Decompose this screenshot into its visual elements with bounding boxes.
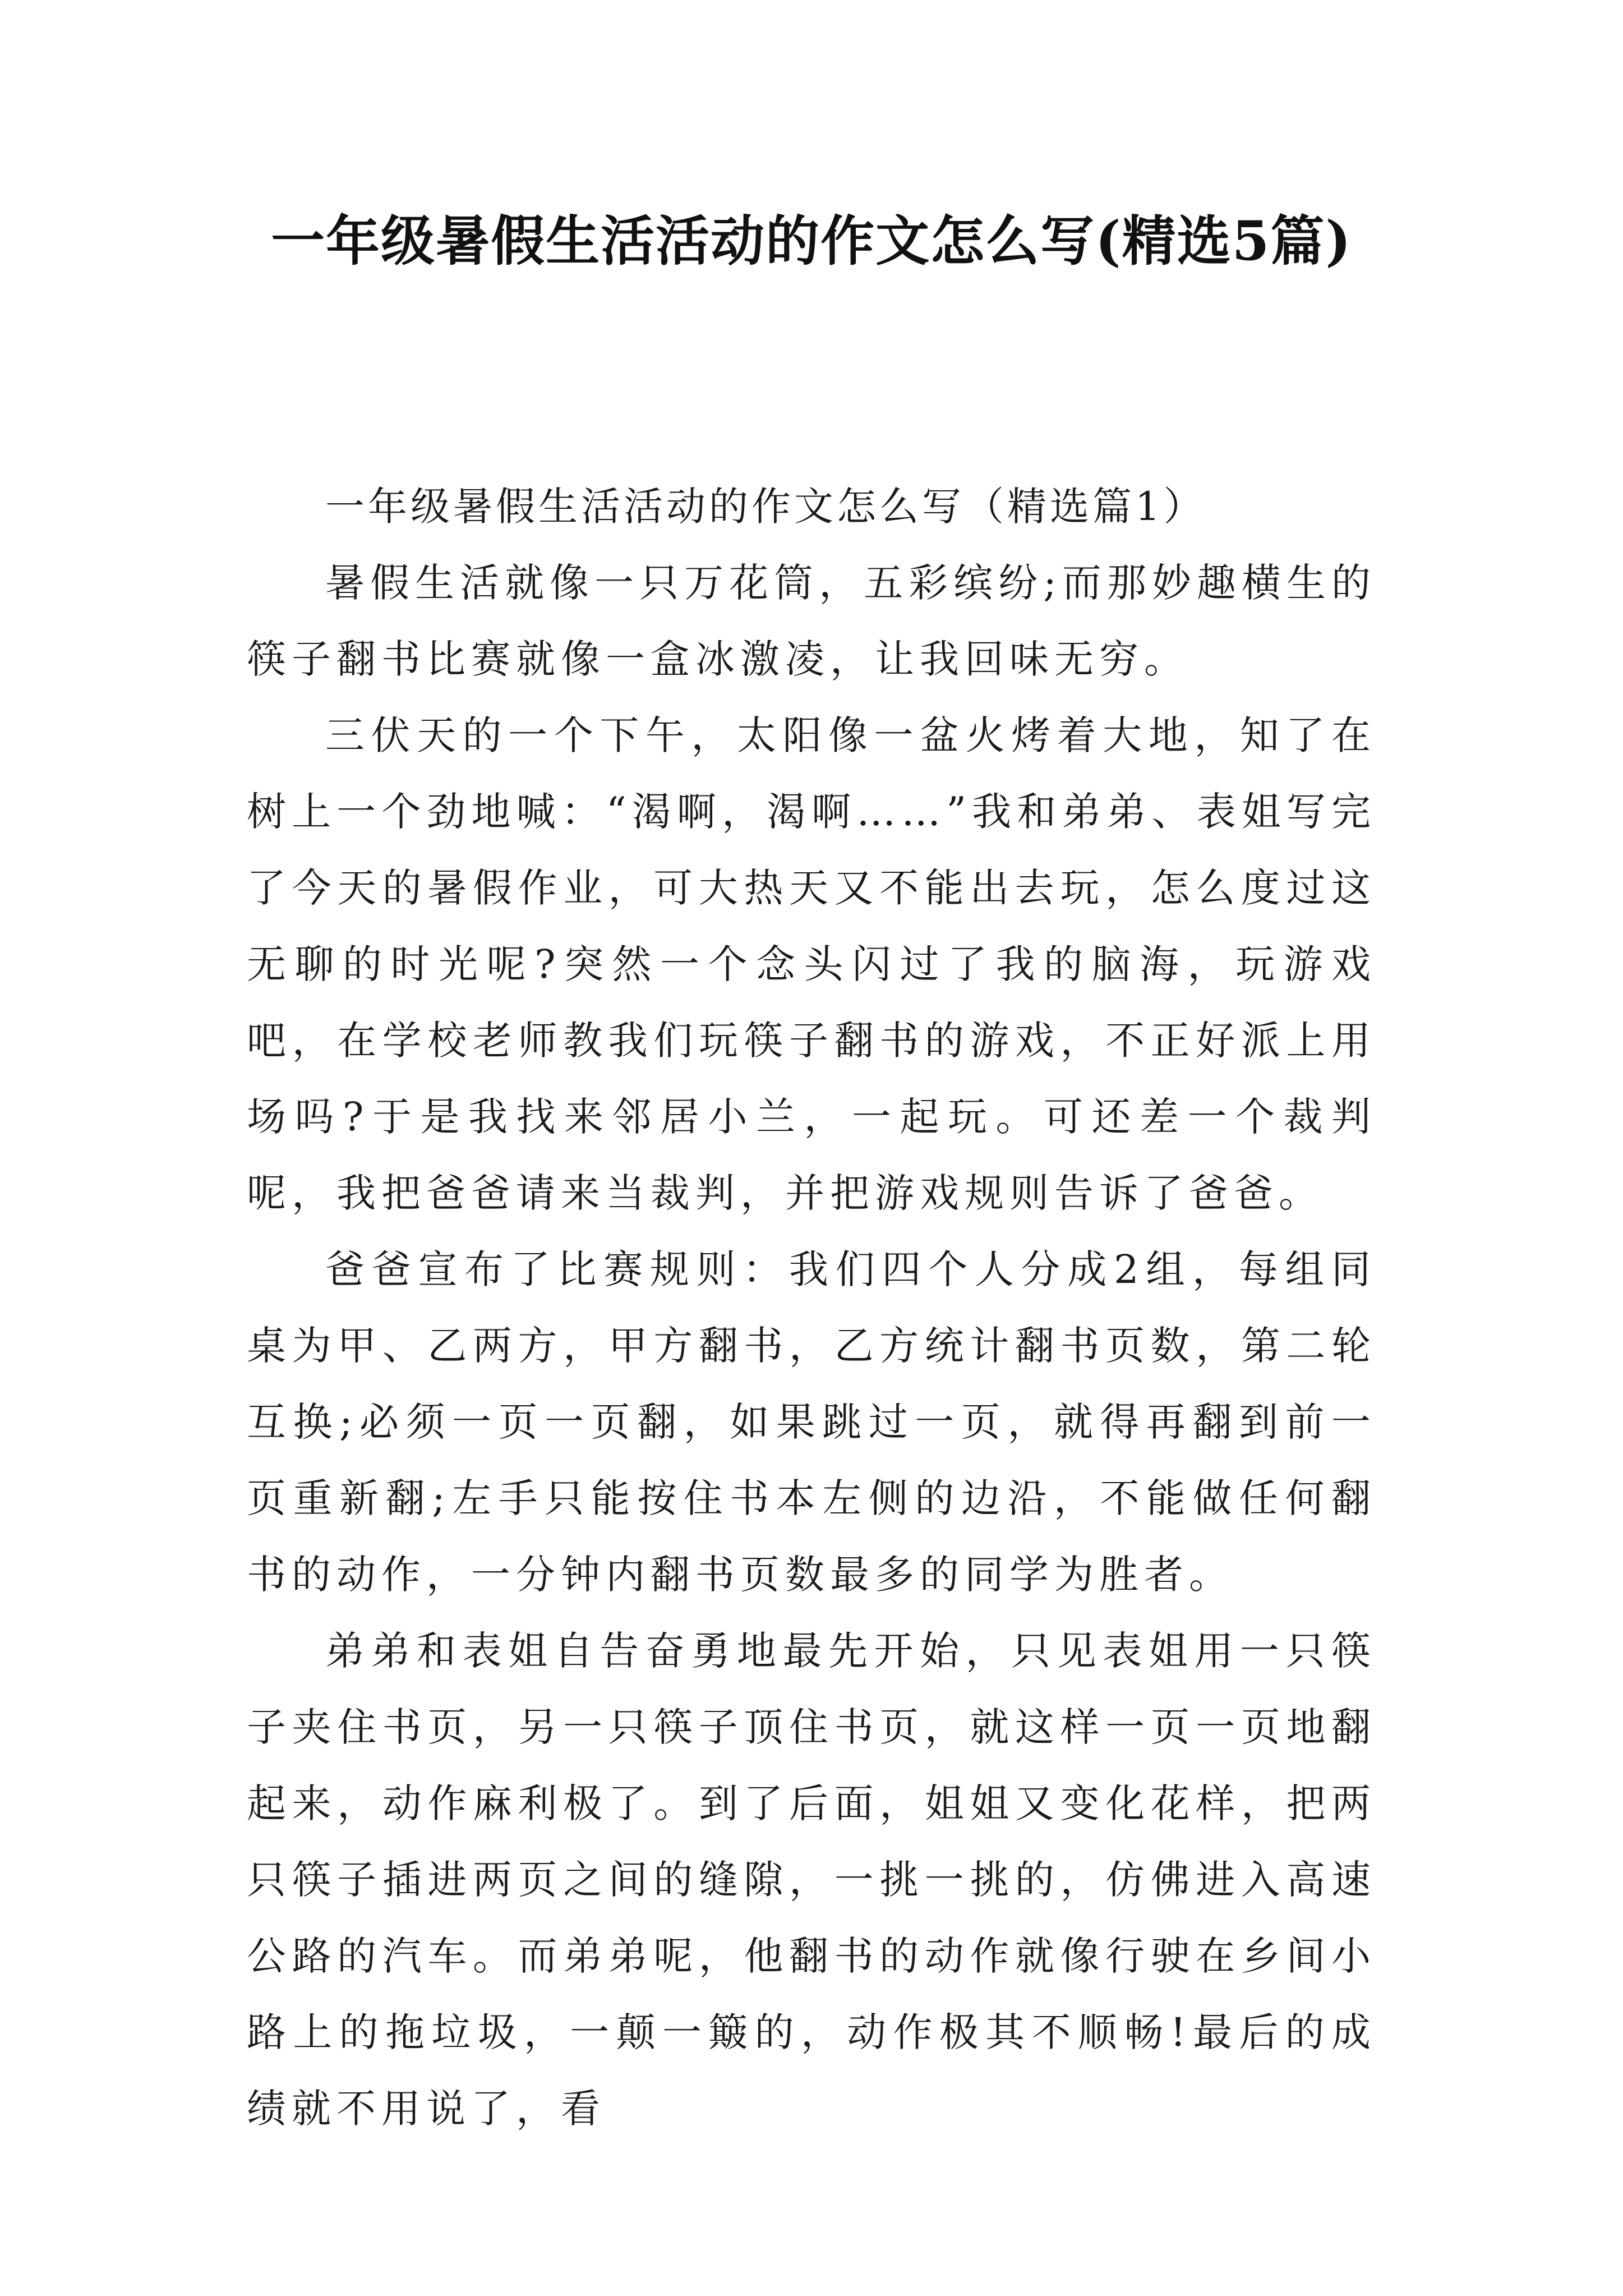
paragraph: 爸爸宣布了比赛规则：我们四个人分成2组，每组同桌为甲、乙两方，甲方翻书，乙方统计翻书页数，第二轮互换;必须一页一页翻，如果跳过一页，就得再翻到前一页重新翻;左手只能按住书本左侧的边沿，不能做任何翻书的动作，一分钟内翻书页数最多的同学为胜者。 [247,1246,1376,1598]
document-title: 一年级暑假生活活动的作文怎么写(精选5篇) [271,209,1352,273]
paragraph: 三伏天的一个下午，太阳像一盆火烤着大地，知了在树上一个劲地喊：“渴啊，渴啊……”我和弟弟、表姐写完了今天的暑假作业，可大热天又不能出去玩，怎么度过这无聊的时光呢?突然一个念头闪过了我的脑海，玩游戏吧，在学校老师教我们玩筷子翻书的游戏，不正好派上用场吗?于是我找来邻居小兰，一起玩。可还差一个裁判呢，我把爸爸请来当裁判，并把游戏规则告诉了爸爸。 [247,712,1376,1216]
document-body [247,468,1376,2147]
paragraph: 弟弟和表姐自告奋勇地最先开始，只见表姐用一只筷子夹住书页，另一只筷子顶住书页，就这样一页一页地翻起来，动作麻利极了。到了后面，姐姐又变化花样，把两只筷子插进两页之间的缝隙，一挑一挑的，仿佛进入高速公路的汽车。而弟弟呢，他翻书的动作就像行驶在乡间小路上的拖垃圾，一颠一簸的，动作极其不顺畅!最后的成绩就不用说了，看 [247,1628,1376,2132]
section-heading: 一年级暑假生活活动的作文怎么写（精选篇1） [325,484,1206,530]
paragraph: 暑假生活就像一只万花筒，五彩缤纷;而那妙趣横生的筷子翻书比赛就像一盒冰激凌，让我回味无穷。 [247,560,1376,682]
